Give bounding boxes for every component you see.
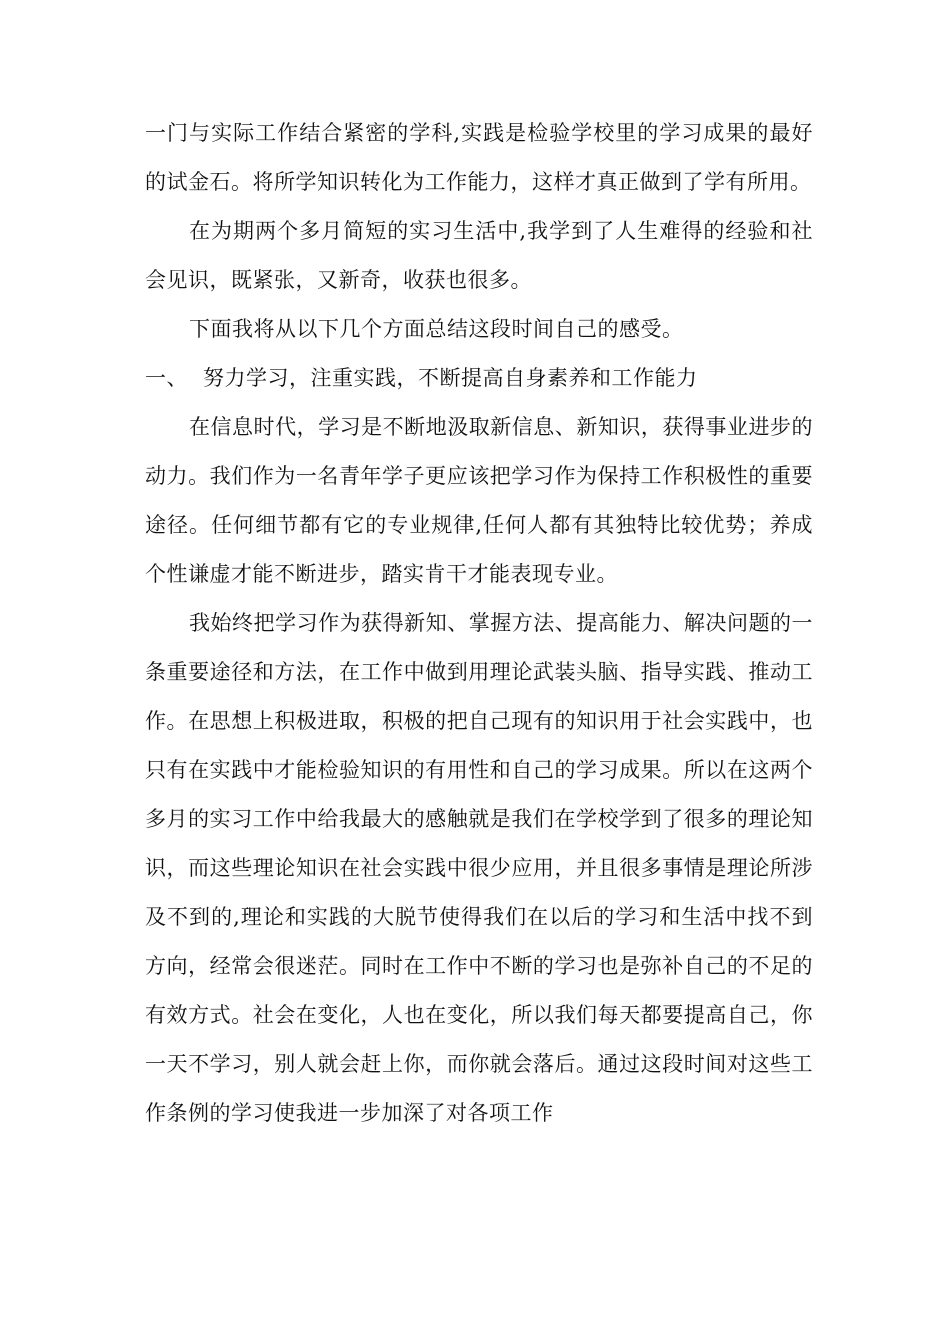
section-heading-text: 努力学习，注重实践，不断提高自身素养和工作能力 bbox=[203, 366, 698, 390]
paragraph-information-age: 在信息时代，学习是不断地汲取新信息、新知识，获得事业进步的动力。我们作为一名青年学子更应该把学习作为保持工作积极性的重要途径。任何细节都有它的专业规律,任何人都有其独特比较优势；养成个性谦虚才能不断进步，踏实肯干才能表现专业。 bbox=[145, 415, 813, 586]
section-heading bbox=[145, 354, 813, 403]
paragraph-internship: 在为期两个多月简短的实习生活中,我学到了人生难得的经验和社会见识，既紧张，又新奇，收获也很多。 bbox=[145, 219, 813, 292]
section-heading-number: 一、 bbox=[145, 366, 188, 390]
document-page bbox=[145, 109, 813, 1138]
paragraph-learning-method: 我始终把学习作为获得新知、掌握方法、提高能力、解决问题的一条重要途径和方法，在工作中做到用理论武装头脑、指导实践、推动工作。在思想上积极进取，积极的把自己现有的知识用于社会实践中，也只有在实践中才能检验知识的有用性和自己的学习成果。所以在这两个多月的实习工作中给我最大的感触就是我们在学校学到了很多的理论知识，而这些理论知识在社会实践中很少应用，并且很多事情是理论所涉及不到的,理论和实践的大脱节使得我们在以后的学习和生活中找不到方向，经常会很迷茫。同时在工作中不断的学习也是弥补自己的不足的有效方式。社会在变化，人也在变化，所以我们每天都要提高自己，你一天不学习，别人就会赶上你，而你就会落后。通过这段时间对这些工作条例的学习使我进一步加深了对各项工作 bbox=[145, 611, 813, 1125]
paragraph-intro: 一门与实际工作结合紧密的学科,实践是检验学校里的学习成果的最好的试金石。将所学知识转化为工作能力，这样才真正做到了学有所用。 bbox=[145, 121, 813, 194]
paragraph-summary-intro: 下面我将从以下几个方面总结这段时间自己的感受。 bbox=[189, 317, 684, 341]
